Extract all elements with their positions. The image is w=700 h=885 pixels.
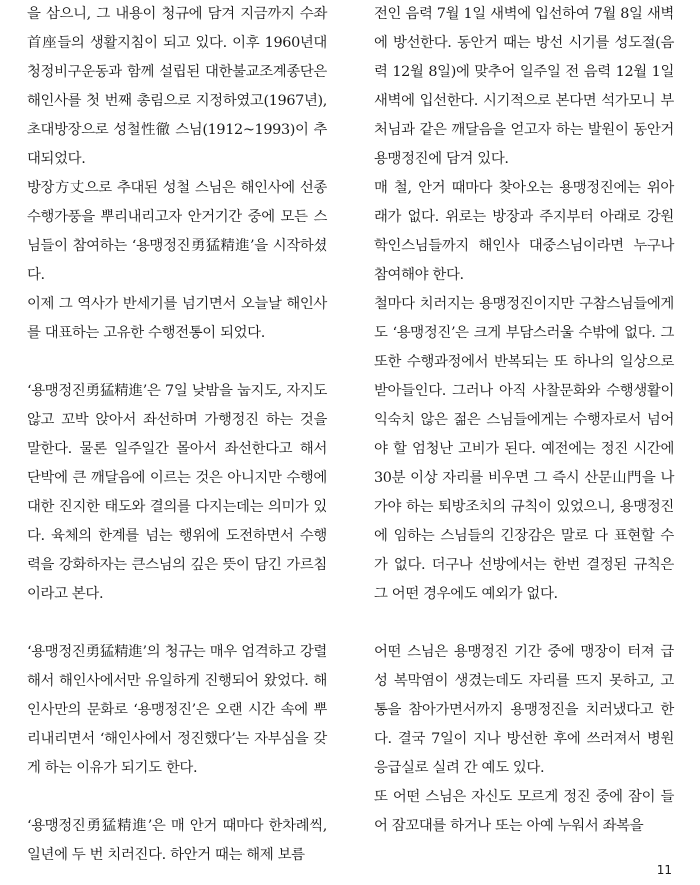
paragraph: 매 철, 안거 때마다 찾아오는 용맹정진에는 위아래가 없다. 위로는 방장과 주지부터 아래로 강원 학인스님들까지 해인사 대중스님이라면 누구나 참여해야 한다. — [374, 180, 674, 283]
paragraph: 어떤 스님은 용맹정진 기간 중에 맹장이 터져 급성 복막염이 생겼는데도 자리를 뜨지 못하고, 고통을 참아가면서까지 용맹정진을 치러냈다고 한다. 결국 7일이 지나 방선한 후에 쓰러져서 병원 응급실로 실려 간 예도 있다. — [374, 644, 674, 776]
left-column — [27, 0, 327, 870]
right-column — [374, 0, 674, 841]
paragraph: 철마다 치러지는 용맹정진이지만 구참스님들에게도 ‘용맹정진’은 크게 부담스러울 수밖에 없다. 그 또한 수행과정에서 반복되는 또 하나의 일상으로 받아들인다. 그러나 아직 사찰문화와 수행생활이 익숙치 않은 젊은 스님들에게는 수행자로서 넘어야 할 엄청난 고비가 된다. 예전에는 정진 시간에 30분 이상 자리를 비우면 그 즉시 산문山門을 나가야 하는 퇴방조치의 규칙이 있었으니, 용맹정진에 임하는 스님들의 긴장감은 말로 다 표현할 수가 없다. 더구나 선방에서는 한번 결정된 규칙은 그 어떤 경우에도 예외가 없다. — [374, 296, 674, 602]
paragraph: ‘용맹정진勇猛精進’은 매 안거 때마다 한차례씩, 일년에 두 번 치러진다. 하안거 때는 해제 보름 — [27, 818, 327, 863]
paragraph: ‘용맹정진勇猛精進’의 청규는 매우 엄격하고 강렬해서 해인사에서만 유일하게 진행되어 왔었다. 해인사만의 문화로 ‘용맹정진’은 오랜 시간 속에 뿌리내리면서 ‘해인사에서 정진했다’는 자부심을 갖게 하는 이유가 되기도 한다. — [27, 644, 327, 776]
paragraph: ‘용맹정진勇猛精進’은 7일 낮밤을 눕지도, 자지도 않고 꼬박 앉아서 좌선하며 가행정진 하는 것을 말한다. 물론 일주일간 몰아서 좌선한다고 해서 단박에 큰 깨달음에 이르는 것은 아니지만 수행에 대한 진지한 태도와 결의를 다지는데는 의미가 있다. 육체의 한계를 넘는 행위에 도전하면서 수행력을 강화하자는 큰스님의 깊은 뜻이 담긴 가르침이라고 본다. — [27, 383, 327, 602]
paragraph: 이제 그 역사가 반세기를 넘기면서 오늘날 해인사를 대표하는 고유한 수행전통이 되었다. — [27, 296, 327, 341]
page-number: 11 — [656, 863, 672, 877]
paragraph: 또 어떤 스님은 자신도 모르게 정진 중에 잠이 들어 잠꼬대를 하거나 또는 아예 누워서 좌복을 — [374, 789, 674, 834]
paragraph: 전인 음력 7월 1일 새벽에 입선하여 7월 8일 새벽에 방선한다. 동안거 때는 방선 시기를 성도절(음력 12월 8일)에 맞추어 일주일 전 음력 12월 1일 새벽에 입선한다. 시기적으로 본다면 석가모니 부처님과 같은 깨달음을 얻고자 하는 발원이 동안거 용맹정진에 담겨 있다. — [374, 6, 674, 167]
paragraph: 을 삼으니, 그 내용이 청규에 담겨 지금까지 수좌首座들의 생활지침이 되고 있다. 이후 1960년대 청정비구운동과 함께 설립된 대한불교조계종단은 해인사를 첫 번째 총림으로 지정하였고(1967년), 초대방장으로 성철性徹 스님(1912~1993)이 추대되었다. — [27, 6, 327, 167]
paragraph: 방장方丈으로 추대된 성철 스님은 해인사에 선종 수행가풍을 뿌리내리고자 안거기간 중에 모든 스님들이 참여하는 ‘용맹정진勇猛精進’을 시작하셨다. — [27, 180, 327, 283]
